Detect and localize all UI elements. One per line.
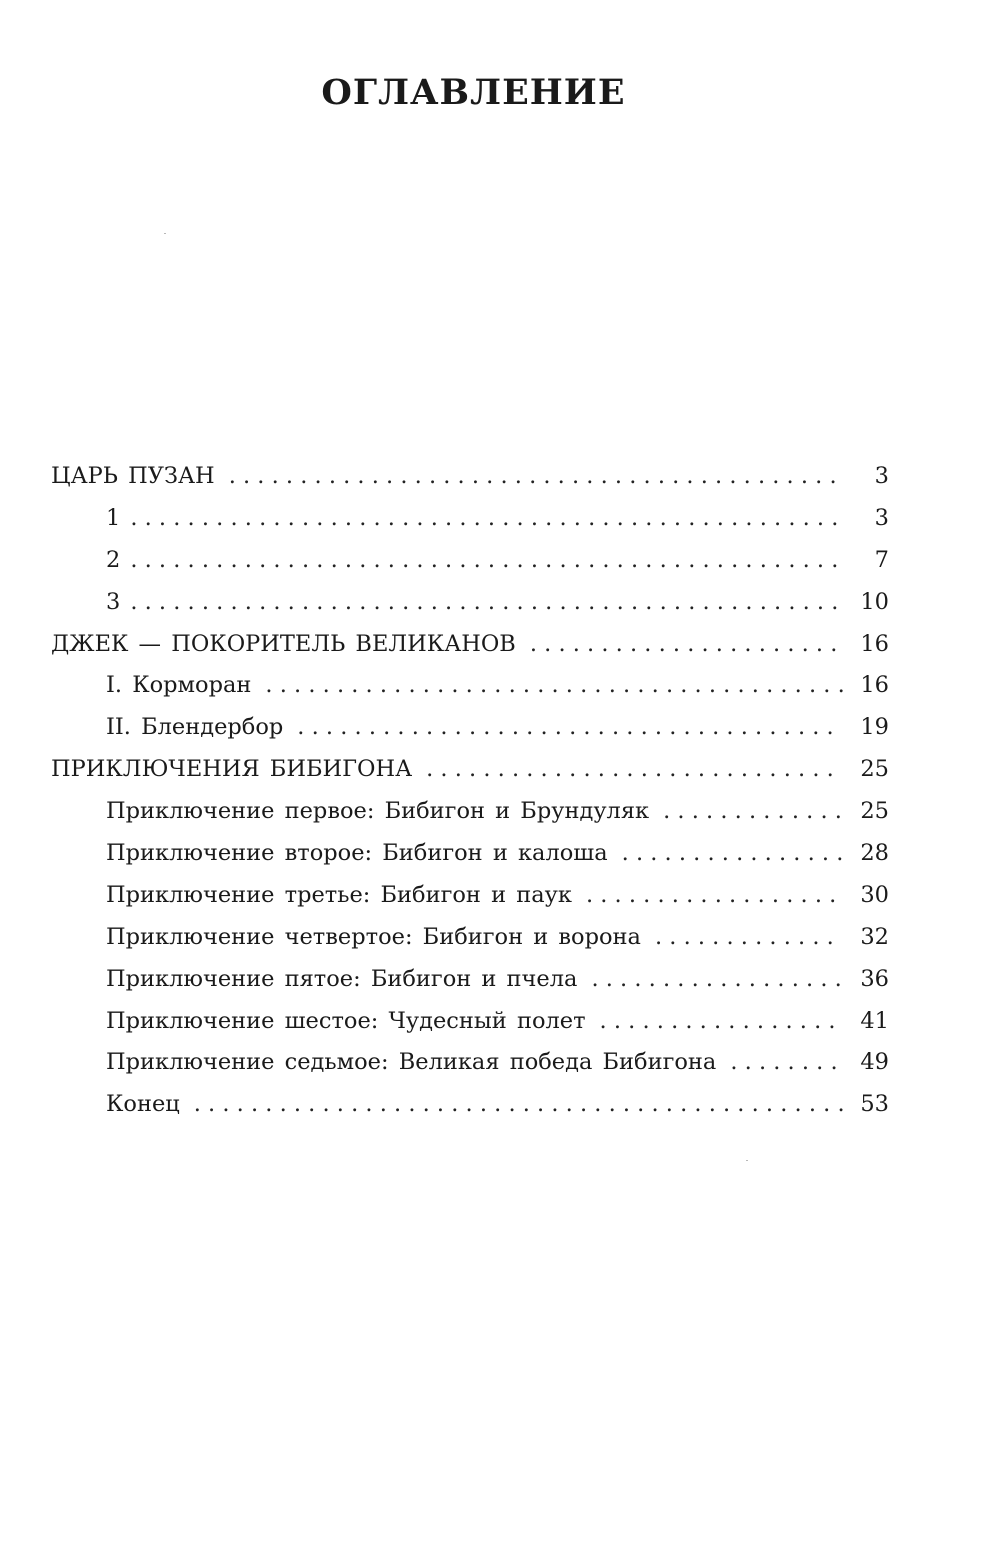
dot-leader [730,1042,843,1084]
toc-entry-page: 25 [860,798,889,825]
dot-leader [663,791,843,833]
toc-entry-section[interactable] [51,456,889,498]
toc-entry-chapter[interactable] [51,1042,889,1084]
toc-entry-label: Приключение первое: Бибигон и Брундуляк [106,798,650,825]
dot-leader [194,1084,843,1126]
toc-entry-page: 16 [860,630,889,657]
table-of-contents [51,456,889,1126]
toc-entry-label: ПРИКЛЮЧЕНИЯ БИБИГОНА [51,756,413,783]
toc-entry-chapter[interactable] [51,875,889,917]
toc-entry-chapter[interactable] [51,791,889,833]
toc-entry-page: 53 [860,1091,889,1118]
dot-leader [586,875,843,917]
toc-entry-page: 10 [860,588,889,615]
toc-entry-chapter[interactable] [51,498,889,540]
toc-entry-page: 25 [860,756,889,783]
page-title: ОГЛАВЛЕНИЕ [321,72,626,113]
toc-entry-label: ЦАРЬ ПУЗАН [51,463,215,489]
toc-entry-page: 49 [860,1049,889,1076]
dot-leader [426,749,843,791]
dot-leader [130,540,843,582]
dot-leader [591,959,843,1001]
dot-leader [655,917,843,959]
dot-leader [600,1001,843,1043]
dot-leader [265,665,843,707]
toc-entry-label: I. Корморан [106,672,252,699]
toc-entry-chapter[interactable] [51,833,889,875]
toc-entry-chapter[interactable] [51,959,889,1001]
toc-entry-chapter[interactable] [51,582,889,624]
toc-entry-chapter[interactable] [51,917,889,959]
toc-entry-label: Приключение шестое: Чудесный полет [106,1007,586,1034]
toc-entry-label: 1 [106,504,121,531]
dot-leader [530,624,843,666]
toc-entry-label: Приключение второе: Бибигон и калоша [106,840,608,867]
dot-leader [130,498,843,540]
toc-entry-chapter[interactable] [51,540,889,582]
dot-leader [130,582,843,624]
toc-entry-label: Приключение пятое: Бибигон и пчела [106,965,578,992]
dot-leader [622,833,843,875]
toc-entry-page: 28 [860,840,889,867]
toc-entry-label: II. Блендербор [106,714,284,741]
toc-entry-page: 30 [860,881,889,908]
toc-entry-label: Приключение третье: Бибигон и паук [106,881,572,908]
toc-entry-label: 3 [106,588,121,615]
toc-entry-label: 2 [106,546,121,573]
toc-entry-label: ДЖЕК — ПОКОРИТЕЛЬ ВЕЛИКАНОВ [51,630,516,657]
toc-entry-chapter[interactable] [51,665,889,707]
scan-speck [164,233,166,234]
toc-entry-page: 41 [860,1007,889,1034]
toc-entry-page: 19 [860,714,889,741]
toc-entry-label: Приключение седьмое: Великая победа Бибигона [106,1049,717,1076]
dot-leader [297,707,843,749]
toc-entry-chapter[interactable] [51,1084,889,1126]
dot-leader [229,456,843,498]
scan-speck [746,1160,748,1161]
toc-entry-section[interactable] [51,624,889,666]
toc-entry-chapter[interactable] [51,1001,889,1043]
toc-entry-page: 16 [860,672,889,699]
toc-entry-label: Конец [106,1091,180,1118]
toc-entry-section[interactable] [51,749,889,791]
toc-entry-page: 7 [874,546,889,573]
toc-entry-chapter[interactable] [51,707,889,749]
toc-entry-page: 3 [874,463,889,489]
toc-entry-page: 36 [860,965,889,992]
toc-entry-page: 32 [860,923,889,950]
toc-entry-label: Приключение четвертое: Бибигон и ворона [106,923,641,950]
toc-entry-page: 3 [874,504,889,531]
